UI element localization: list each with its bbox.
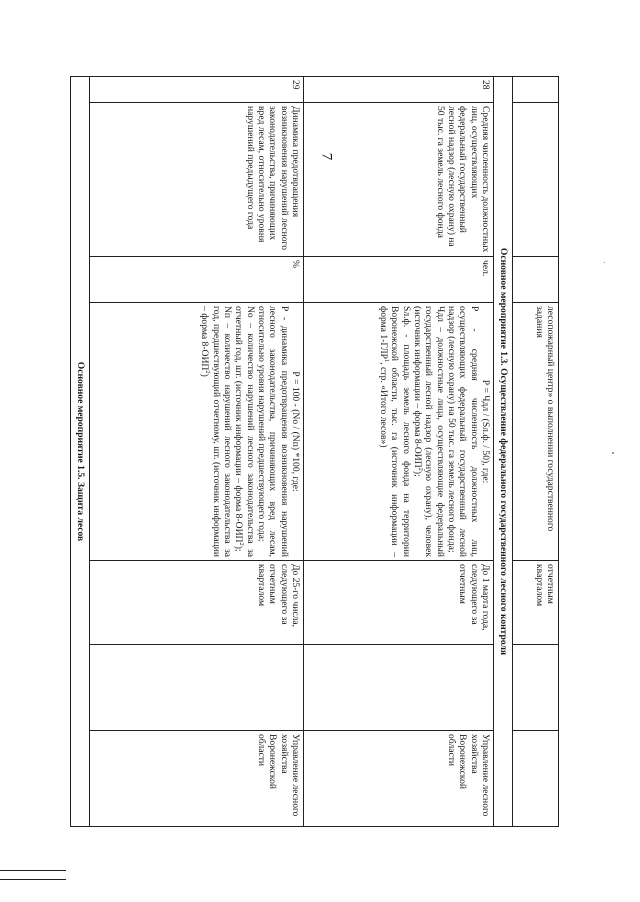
cell-empty bbox=[513, 731, 559, 827]
section-heading: Основное мероприятие 1.5. Защита лесов bbox=[71, 77, 90, 827]
empty-cell bbox=[304, 645, 494, 731]
cell-empty bbox=[513, 77, 559, 103]
unit: чел. bbox=[304, 257, 494, 303]
page-number: 7 bbox=[318, 152, 335, 161]
table-row bbox=[304, 77, 494, 827]
method-text: Р - средняя численность должностных лиц, осуществляющих федеральный государственный лесной надзор (лесную охрану) на 50 тыс. га земель лесного фонда; bbox=[446, 306, 480, 557]
calculation-method bbox=[90, 303, 304, 561]
empty-cell bbox=[90, 645, 304, 731]
scan-dot bbox=[612, 452, 614, 454]
formula: Р = Чдл / (Sл.ф. / 50), где: bbox=[480, 379, 491, 484]
cell-deadline-continued: отчетным кварталом bbox=[513, 561, 559, 645]
indicator-name: Средняя численность должностных лиц, осуществляющих федеральный государственный лесной надзор (лесную охрану) на 50 тыс. га земель лесного фонда bbox=[304, 103, 494, 257]
footer-rule bbox=[0, 879, 66, 880]
row-number: 29 bbox=[90, 77, 304, 103]
table-row bbox=[513, 77, 559, 827]
deadline: До 1 марта года, следующего за отчетным bbox=[304, 561, 494, 645]
method-text: Nо – количество нарушений лесного законодательства за отчетный год, шт. (источник информации – форма 8-ОИП$^2$); bbox=[233, 306, 256, 557]
indicators-table-rotated bbox=[75, 76, 559, 826]
responsible: Управление лесного хозяйства Воронежской области bbox=[90, 731, 304, 827]
cell-method-continued: лесопожарный центр» о выполнении государственного задания bbox=[513, 303, 559, 561]
responsible: Управление лесного хозяйства Воронежской области bbox=[304, 731, 494, 827]
calculation-method bbox=[304, 303, 494, 561]
table-row bbox=[90, 77, 304, 827]
row-number: 28 bbox=[304, 77, 494, 103]
indicators-table bbox=[70, 76, 559, 827]
indicator-name: Динамика предотвращения возникновения нарушений лесного законодательства, причиняющих вред лесам, относительно уровня нарушений предыдущего года bbox=[90, 103, 304, 257]
cell-empty bbox=[513, 257, 559, 303]
cell-empty bbox=[513, 645, 559, 731]
unit: % bbox=[90, 257, 304, 303]
method-text: Sл.ф. - площадь земель лесного фонда на территории Воронежской области, тыс. га (источник информации – форма 1-ГЛР$^1$, стр. «Итого лесов») bbox=[378, 306, 412, 557]
method-text: Чдл – должностные лица, осуществляющие федеральный государственный лесной надзор (лесную охрану), человек (источник информации – форма 8-ОИП$^2$); bbox=[412, 306, 446, 557]
cell-empty bbox=[513, 103, 559, 257]
scan-dot bbox=[604, 262, 605, 263]
deadline: До 25-го числа, следующего за отчетным кварталом bbox=[90, 561, 304, 645]
section-heading: Основное мероприятие 1.3. Осуществление федерального государственного лесного контроля bbox=[494, 77, 513, 827]
footer-rule bbox=[0, 870, 66, 871]
method-text: Р - динамика предотвращения возникновения нарушений лесного законодательства, причиняющих вред лесам, относительно уровня нарушений предшествующего года; bbox=[256, 306, 290, 557]
section-heading-row bbox=[71, 77, 90, 827]
section-heading-row bbox=[494, 77, 513, 827]
formula: Р = 100 - (Nо / (Nп) *100, где: bbox=[290, 371, 301, 492]
method-text: Nп – количество нарушений лесного законодательства за год, предшествующий отчетному, шт. (источник информации – форма 8-ОИП$^2$) bbox=[199, 306, 234, 557]
